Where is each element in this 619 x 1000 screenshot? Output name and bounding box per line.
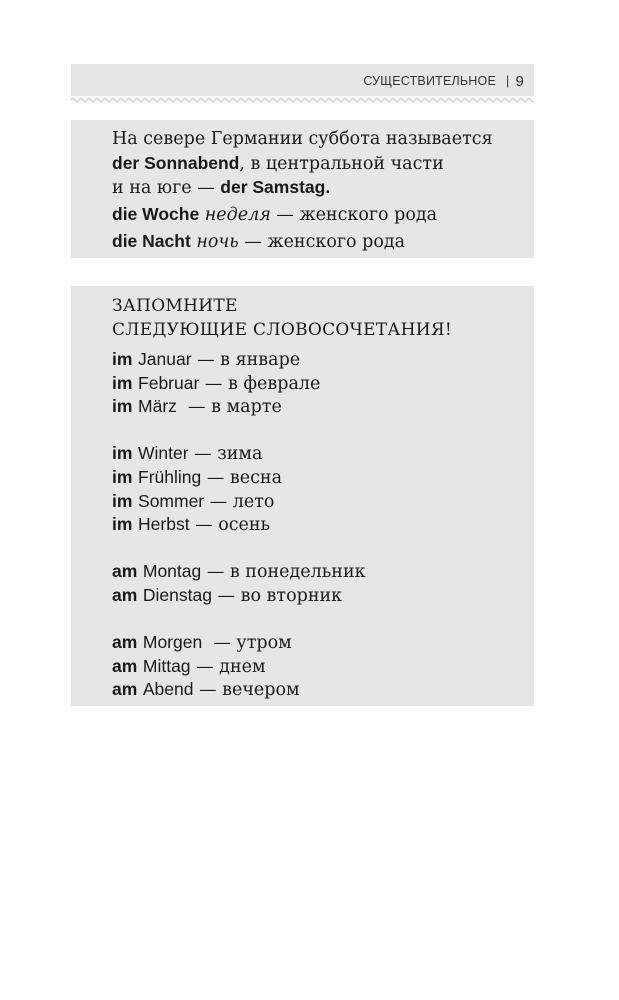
gender-note: — женского рода (238, 232, 406, 252)
title-line-1: ЗАПОМНИТЕ (112, 296, 238, 316)
vocab-woche (112, 204, 437, 225)
note-line-2 (112, 152, 493, 177)
phrase-row (112, 443, 262, 464)
phrase-row (112, 656, 266, 677)
preposition: am (112, 585, 138, 605)
note-text: , в центральной части (239, 153, 444, 174)
phrase-row (112, 396, 282, 417)
german-term: die Woche (112, 204, 200, 224)
german-word: Winter (138, 443, 189, 464)
russian-translation: — вечером (199, 680, 300, 701)
phrase-row (112, 491, 274, 512)
phrase-row (112, 585, 342, 606)
russian-translation: — в январе (197, 350, 301, 370)
section-title: СУЩЕСТВИТЕЛЬНОЕ (363, 74, 496, 88)
preposition: am (112, 561, 138, 582)
phrase-row (112, 373, 320, 394)
russian-translation: — во вторник (217, 586, 343, 606)
preposition: im (112, 514, 133, 535)
preposition: im (112, 490, 133, 511)
phrase-row (112, 561, 366, 582)
german-word: Morgen (142, 632, 203, 653)
page-number: 9 (515, 73, 524, 90)
preposition: am (112, 632, 138, 653)
gender-note: — женского рода (270, 205, 438, 225)
preposition: im (112, 467, 133, 487)
note-paragraph (112, 128, 493, 201)
german-word: Sommer (138, 490, 205, 511)
russian-translation: — утром (207, 633, 292, 654)
vocab-nacht (112, 231, 405, 252)
note-line-1: На севере Германии суббота называется (112, 129, 493, 149)
header-text (363, 72, 524, 89)
title-line-2: СЛЕДУЮЩИЕ СЛОВОСОЧЕТАНИЯ! (112, 319, 453, 340)
german-word: Januar (138, 349, 192, 369)
german-word: Herbst (138, 514, 190, 535)
phrases-title (112, 295, 452, 342)
russian-translation: — в понедельник (206, 562, 366, 583)
german-word: Mittag (142, 655, 191, 676)
russian-translation: — днем (196, 656, 266, 677)
german-word: Dienstag (142, 585, 212, 605)
wavy-divider (71, 96, 534, 104)
phrase-row (112, 632, 292, 653)
preposition: im (112, 443, 133, 464)
preposition: am (112, 679, 138, 700)
translation: ночь (196, 232, 239, 252)
sonnabend-term: der Sonnabend (112, 152, 240, 173)
phrase-row (112, 514, 270, 535)
german-word: März (138, 396, 177, 417)
russian-translation: — зима (194, 444, 263, 465)
phrase-row (112, 349, 300, 370)
note-line-3 (112, 176, 493, 201)
german-word: Montag (142, 561, 202, 582)
header-separator: | (506, 74, 510, 88)
phrases-box (71, 286, 534, 706)
phrase-row (112, 679, 300, 700)
note-box (71, 120, 534, 258)
running-header (71, 64, 534, 96)
russian-translation: — весна (206, 468, 282, 488)
preposition: im (112, 372, 133, 393)
russian-translation: — осень (195, 515, 271, 536)
note-text: и на юге — (112, 178, 221, 198)
preposition: im (112, 349, 133, 369)
phrase-row (112, 467, 282, 488)
russian-translation: — в марте (182, 397, 282, 418)
german-term: die Nacht (112, 231, 191, 251)
preposition: im (112, 396, 133, 417)
russian-translation: — в феврале (204, 373, 321, 394)
german-word: Abend (142, 679, 194, 700)
translation: неделя (204, 205, 271, 225)
preposition: am (112, 655, 138, 676)
samstag-term: der Samstag. (220, 177, 331, 197)
russian-translation: — лето (209, 491, 275, 512)
german-word: Frühling (138, 467, 202, 487)
german-word: Februar (138, 372, 200, 393)
